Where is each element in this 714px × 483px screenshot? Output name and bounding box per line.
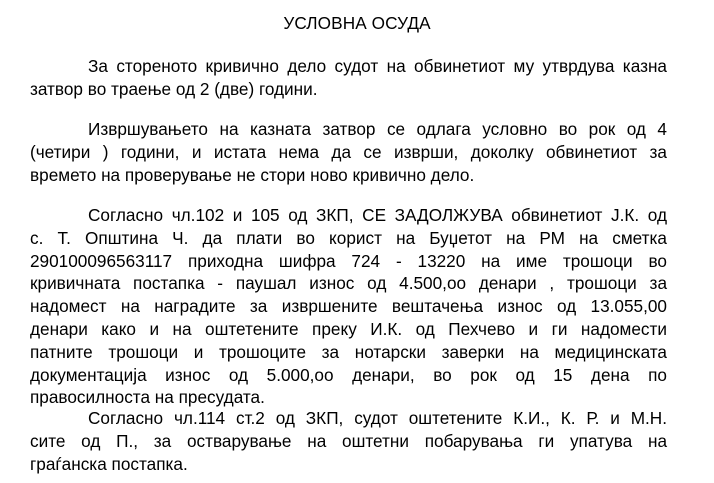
paragraph-line: времето на проверување не стори ново кривично дело. — [30, 164, 475, 185]
paragraph-sentence — [30, 55, 667, 101]
paragraph-line: патните трошоци и трошоците за нотарски заверки на медицинската — [30, 341, 667, 362]
paragraph-line: документација износ од 5.000,оо денари, во рок од 15 дена по — [30, 364, 667, 385]
paragraph-line: (четири ) години, и истата нема да се изврши, доколку обвинетиот за — [30, 141, 667, 162]
paragraph-civil-claims — [30, 407, 667, 475]
document-title: УСЛОВНА ОСУДА — [283, 13, 431, 33]
paragraph-line: Согласно чл.114 ст.2 од ЗКП, судот оштетените К.И., К. Р. и М.Н. — [88, 408, 667, 428]
paragraph-line: с. Т. Општина Ч. да плати во корист на Буџетот на РМ на сметка — [30, 227, 667, 248]
paragraph-line: 290100096563117 приходна шифра 724 - 13220 на име трошоци во — [30, 250, 667, 271]
paragraph-line: надомест на наградите за извршените вештачења износ од 13.055,00 — [30, 296, 667, 317]
paragraph-suspension — [30, 118, 667, 186]
paragraph-line: правосилноста на пресудата. — [30, 387, 265, 408]
paragraph-line: граѓанска постапка. — [30, 453, 188, 474]
paragraph-line: Согласно чл.102 и 105 од ЗКП, СЕ ЗАДОЛЖУВА обвинетиот Ј.К. од — [88, 205, 667, 225]
paragraph-line: затвор во траење од 2 (две) години. — [30, 78, 318, 99]
paragraph-costs — [30, 204, 667, 409]
paragraph-line: Извршувањето на казната затвор се одлага условно во рок од 4 — [88, 119, 667, 139]
paragraph-line: кривичната постапка - паушал износ од 4.500,оо денари , трошоци за — [30, 273, 667, 294]
paragraph-line: За стореното кривично дело судот на обвинетиот му утврдува казна — [88, 56, 667, 76]
paragraph-line: денари како и на оштетените преку И.К. од Пехчево и ги надомести — [30, 318, 667, 339]
paragraph-line: сите од П., за остварување на оштетни побарувања ги упатува на — [30, 430, 667, 451]
